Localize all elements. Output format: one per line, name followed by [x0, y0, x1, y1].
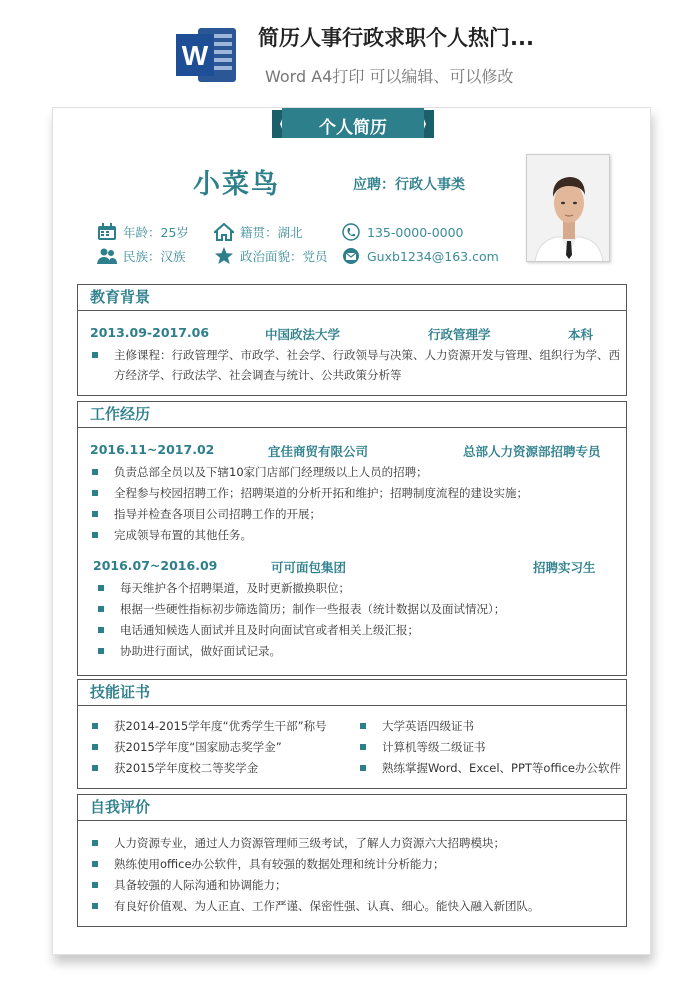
job-duty: 全程参与校园招聘工作；招聘渠道的分析开拓和维护；招聘制度流程的建设实施； — [92, 483, 528, 503]
education-period: 2013.09-2017.06 — [90, 325, 210, 340]
job-duty: 指导并检查各项目公司招聘工作的开展； — [92, 504, 321, 524]
job-period: 2016.11~2017.02 — [90, 442, 215, 457]
star-icon — [214, 247, 234, 265]
job-position: 招聘实习生 — [533, 560, 596, 575]
evaluation-item: 有良好价值观、为人正直、工作严谨、保密性强、认真、细心。能快入融入新团队。 — [92, 896, 540, 916]
people-icon — [97, 247, 117, 265]
education-title: 教育背景 — [78, 285, 626, 311]
phone-icon — [341, 223, 361, 241]
skill-item: 获2015学年度“国家励志奖学金” — [92, 737, 282, 757]
email-info — [341, 247, 499, 265]
home-icon — [214, 223, 234, 241]
profile-photo — [526, 154, 610, 262]
job-company: 宜佳商贸有限公司 — [268, 444, 369, 459]
job-period: 2016.07~2016.09 — [93, 558, 218, 573]
age-text: 年龄：25岁 — [123, 225, 189, 240]
job-duty: 每天维护各个招聘渠道，及时更新撤换职位； — [98, 578, 350, 598]
education-courses-cont: 方经济学、行政法学、社会调查与统计、公共政策分析等 — [114, 368, 402, 382]
evaluation-item: 具备较强的人际沟通和协调能力； — [92, 875, 287, 895]
political-info — [214, 247, 328, 265]
phone-text: 135-0000-0000 — [367, 224, 464, 240]
self-evaluation-section — [77, 794, 627, 927]
email-icon — [341, 247, 361, 265]
skill-item: 大学英语四级证书 — [360, 716, 474, 736]
education-major: 行政管理学 — [428, 327, 491, 342]
skill-item: 熟练掌握Word、Excel、PPT等office办公软件 — [360, 758, 621, 778]
skill-item: 获2015学年度校二等奖学金 — [92, 758, 258, 778]
job-duty: 负责总部全员以及下辖10家门店部门经理级以上人员的招聘； — [92, 462, 428, 482]
document-banner — [0, 0, 700, 100]
resume-page — [52, 107, 651, 955]
ethnicity-info — [97, 247, 186, 265]
age-info — [97, 223, 189, 241]
work-section — [77, 401, 627, 676]
job-position: 总部人力资源部招聘专员 — [463, 444, 601, 459]
svg-text:W: W — [181, 40, 209, 71]
job-company: 可可面包集团 — [271, 560, 347, 575]
education-school: 中国政法大学 — [265, 327, 341, 342]
self-evaluation-title: 自我评价 — [78, 795, 626, 821]
applied-position: 应聘：行政人事类 — [353, 177, 465, 193]
work-title: 工作经历 — [78, 402, 626, 428]
evaluation-item: 人力资源专业，通过人力资源管理师三级考试，了解人力资源六大招聘模块； — [92, 833, 505, 853]
resume-heading: 个人简历 — [319, 118, 387, 138]
job-duty: 协助进行面试，做好面试记录。 — [98, 641, 281, 661]
origin-text: 籍贯：湖北 — [240, 225, 303, 240]
skill-item: 获2014-2015学年度“优秀学生干部”称号 — [92, 716, 327, 736]
education-courses: 主修课程：行政管理学、市政学、社会学、行政领导与决策、人力资源开发与管理、组织行为学、西 — [92, 345, 620, 365]
job-duty: 电话通知候选人面试并且及时向面试官或者相关上级汇报； — [98, 620, 419, 640]
email-text: Guxb1234@163.com — [367, 248, 499, 264]
education-section — [77, 284, 627, 396]
evaluation-item: 熟练使用office办公软件，具有较强的数据处理和统计分析能力； — [92, 854, 445, 874]
job-duty: 根据一些硬性指标初步筛选简历；制作一些报表（统计数据以及面试情况）； — [98, 599, 505, 619]
candidate-name: 小菜鸟 — [193, 169, 280, 200]
skills-title: 技能证书 — [78, 680, 626, 706]
job-duty: 完成领导布置的其他任务。 — [92, 525, 252, 545]
political-text: 政治面貌：党员 — [240, 249, 328, 264]
ethnicity-text: 民族：汉族 — [123, 249, 186, 264]
phone-info — [341, 223, 464, 241]
skills-section — [77, 679, 627, 789]
education-degree: 本科 — [568, 327, 594, 342]
origin-info — [214, 223, 303, 241]
word-icon — [174, 22, 240, 88]
calendar-icon — [97, 223, 117, 241]
document-title[interactable]: 简历人事行政求职个人热门... — [258, 26, 534, 50]
resume-heading-ribbon — [272, 108, 434, 140]
skill-item: 计算机等级二级证书 — [360, 737, 486, 757]
document-subtitle: Word A4打印 可以编辑、可以修改 — [265, 67, 514, 86]
